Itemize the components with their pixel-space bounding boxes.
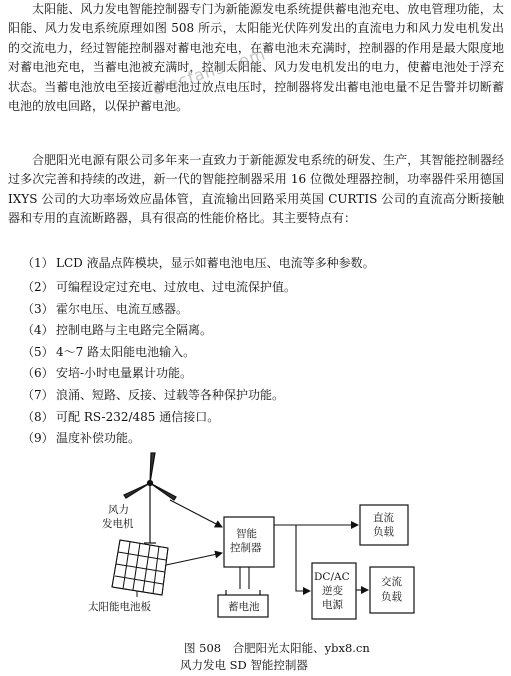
feature-item [22,345,195,359]
feature-text: LCD 液晶点阵模块，显示如蓄电池电压、电流等多种参数。 [56,256,375,270]
feature-text: 霍尔电压、电流互感器。 [56,302,189,316]
feature-text: 可编程设定过充电、过放电、过电流保护值。 [56,280,297,294]
inverter-label-1: DC/AC [314,571,350,583]
feature-number: （7） [22,388,54,402]
wind-label-1: 风力 [108,504,129,516]
watermark: elecfans.com [149,44,269,99]
feature-item [22,410,219,424]
feature-number: （1） [22,256,54,270]
company-paragraph: 合肥阳光电源有限公司多年来一直致力于新能源发电系统的研发、生产，其智能控制器经过多次完善和持续的改进，新一代的智能控制器采用 16 位微处理器控制，功率器件采用德国 IXYS 公司的大功率场效应晶体管，直流输出回路采用英国 CURTIS 公司的直流高分断接触器和专用的直流断路器，具有很高的性能价格比。其主要特点有： [8,153,504,226]
system-diagram [0,445,511,635]
feature-item [22,388,284,402]
solar-panel-icon [112,540,168,597]
inverter-label-3: 电源 [322,599,343,611]
feature-number: （8） [22,410,54,424]
feature-number: （2） [22,280,54,294]
feature-number: （5） [22,345,54,359]
feature-text: 温度补偿功能。 [56,431,141,445]
feature-text: 安培-小时电量累计功能。 [56,366,193,380]
intro-paragraph: 太阳能、风力发电智能控制器专门为新能源发电系统提供蓄电池充电、放电管理功能，太阳能、风力发电系统原理如图 508 所示，太阳能光伏阵列发出的直流电力和风力发电机发出的交流电力，经过智能控制器对蓄电池充电，在蓄电池未充满时，控制器的作用是最大限度地对蓄电池充电，当蓄电池被充满时，控制太阳能、风力发电机发出的电力，使蓄电池处于浮充状态。当蓄电池放电至接近蓄电池过放点电压时，控制器将发出蓄电池电量不足告警并切断蓄电池的放电回路，以保护蓄电池。 [8,2,504,114]
feature-item [22,323,212,337]
inverter-label-2: 逆变 [322,585,343,597]
figure-caption-line2: 风力发电 SD 智能控制器 [180,658,308,672]
dc-load-box [360,505,408,545]
feature-item [22,256,375,270]
feature-text: 4～7 路太阳能电池输入。 [56,345,196,359]
feature-item [22,280,296,294]
battery-label: 蓄电池 [228,601,260,613]
feature-text: 控制电路与主电路完全隔离。 [56,323,213,337]
controller-label-2: 控制器 [230,542,262,554]
feature-number: （4） [22,323,54,337]
dc-load-label-1: 直流 [373,512,394,524]
feature-text: 可配 RS-232/485 通信接口。 [56,410,220,424]
ac-load-label-1: 交流 [381,576,402,588]
controller-label-1: 智能 [236,528,257,540]
ac-load-label-2: 负载 [381,591,402,603]
feature-number: （3） [22,302,54,316]
dc-load-label-2: 负载 [373,526,394,538]
feature-number: （9） [22,431,54,445]
ac-load-box [370,567,414,613]
feature-item [22,302,188,316]
solar-label: 太阳能电池板 [88,601,151,613]
feature-item [22,366,192,380]
feature-item [22,431,140,445]
figure-caption-line1: 图 508 合肥阳光太阳能、ybx8.cn [184,641,370,655]
feature-number: （6） [22,366,54,380]
feature-text: 浪涌、短路、反接、过载等各种保护功能。 [56,388,285,402]
wind-label-2: 发电机 [102,518,134,530]
